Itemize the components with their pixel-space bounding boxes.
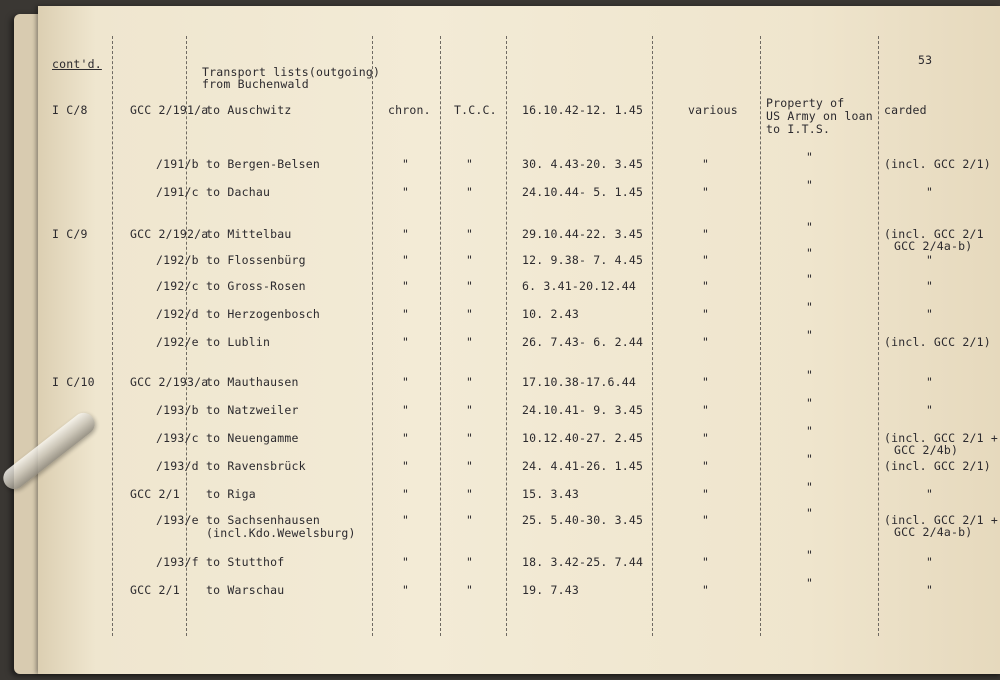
cell-carded: " [926,253,934,267]
cell-dest: to Mittelbau [206,227,292,241]
cell-type: " [402,583,410,597]
cell-tcc: " [466,279,474,293]
cell-dest: to Warschau [206,583,285,597]
cell-various: " [702,335,710,349]
cell-code: /192/c [156,279,199,293]
cell-prop: " [806,452,814,466]
cell-dates: 24. 4.41-26. 1.45 [522,459,644,473]
cell-tcc: " [466,555,474,569]
cell-code: /193/f [156,555,199,569]
cell-dest: to Neuengamme [206,431,299,445]
cell-prop: " [806,272,814,286]
cell-code: /193/e [156,513,199,527]
cell-prop: " [806,220,814,234]
cell-tcc: " [466,583,474,597]
cell-dates: 26. 7.43- 6. 2.44 [522,335,644,349]
cell-tcc: " [466,513,474,527]
cell-prop: " [806,424,814,438]
cell-dates: 24.10.41- 9. 3.45 [522,403,644,417]
cell-carded: (incl. GCC 2/1 [884,227,984,241]
cell-carded: (incl. GCC 2/1 + [884,513,998,527]
cell-dest: to Gross-Rosen [206,279,306,293]
cell-various: " [702,375,710,389]
cell-carded: (incl. GCC 2/1) [884,335,991,349]
cell-various: " [702,185,710,199]
cell-dest: to Flossenbürg [206,253,306,267]
cell-carded: (incl. GCC 2/1 + [884,431,998,445]
cell-tcc: " [466,157,474,171]
cell-prop: " [806,246,814,260]
cell-prop: " [806,300,814,314]
cell-code: /191/b [156,157,199,171]
column-rule [112,36,113,636]
cell-type: " [402,335,410,349]
column-rule [440,36,441,636]
cell-carded: " [926,279,934,293]
title-line-2: from Buchenwald [202,77,309,91]
cell-type: " [402,375,410,389]
cell-dates: 18. 3.42-25. 7.44 [522,555,644,569]
cell-dest: to Natzweiler [206,403,299,417]
cell-carded: carded [884,103,927,117]
column-rule [760,36,761,636]
cell-various: " [702,227,710,241]
cell-carded: " [926,487,934,501]
cell-dates: 30. 4.43-20. 3.45 [522,157,644,171]
cell-dates: 12. 9.38- 7. 4.45 [522,253,644,267]
cell-various: " [702,555,710,569]
cell-group: I C/10 [52,375,95,389]
cell-code: GCC 2/192/a [130,227,209,241]
cell-prop2: US Army on loan [766,109,873,123]
cell-carded: (incl. GCC 2/1) [884,157,991,171]
cell-various: " [702,253,710,267]
cell-various: various [688,103,738,117]
cell-carded: " [926,307,934,321]
cell-prop: " [806,178,814,192]
cell-prop: " [806,396,814,410]
cell-code: GCC 2/191/a [130,103,209,117]
cell-dest: to Ravensbrück [206,459,306,473]
cell-dates: 19. 7.43 [522,583,579,597]
cell-type: " [402,555,410,569]
cell-dest: to Dachau [206,185,271,199]
cell-various: " [702,157,710,171]
cell-code: /192/b [156,253,199,267]
cell-tcc: " [466,487,474,501]
cell-prop: Property of [766,96,845,110]
title-line-1: Transport lists(outgoing) [202,65,381,79]
cell-various: " [702,431,710,445]
cell-dest: to Bergen-Belsen [206,157,320,171]
cell-tcc: T.C.C. [454,103,497,117]
cell-type: " [402,487,410,501]
cell-dates: 15. 3.43 [522,487,579,501]
cell-dates: 10.12.40-27. 2.45 [522,431,644,445]
cell-tcc: " [466,431,474,445]
cell-type: " [402,431,410,445]
cell-prop: " [806,368,814,382]
cell-dates: 29.10.44-22. 3.45 [522,227,644,241]
cell-dates: 10. 2.43 [522,307,579,321]
cell-various: " [702,513,710,527]
cell-dest2: (incl.Kdo.Wewelsburg) [206,526,356,540]
cell-tcc: " [466,403,474,417]
cell-type: " [402,185,410,199]
cell-dest: to Herzogenbosch [206,307,320,321]
cell-dest: to Auschwitz [206,103,292,117]
cell-code: /193/b [156,403,199,417]
cell-prop: " [806,480,814,494]
cell-carded2: GCC 2/4b) [894,443,959,457]
document-page [38,6,1000,674]
cell-carded: " [926,583,934,597]
cell-code: /191/c [156,185,199,199]
cell-dest: to Mauthausen [206,375,299,389]
cell-carded: (incl. GCC 2/1) [884,459,991,473]
cell-tcc: " [466,459,474,473]
cell-various: " [702,583,710,597]
cell-prop: " [806,576,814,590]
cell-type: " [402,157,410,171]
cell-type: " [402,459,410,473]
cell-carded: " [926,403,934,417]
cell-type: " [402,279,410,293]
cell-group: I C/9 [52,227,88,241]
cell-various: " [702,459,710,473]
contd-label: cont'd. [52,57,102,71]
cell-code: /192/e [156,335,199,349]
cell-type: " [402,227,410,241]
column-rule [652,36,653,636]
cell-dates: 16.10.42-12. 1.45 [522,103,644,117]
cell-prop3: to I.T.S. [766,122,831,136]
cell-code: /193/c [156,431,199,445]
cell-dates: 25. 5.40-30. 3.45 [522,513,644,527]
cell-tcc: " [466,375,474,389]
cell-various: " [702,487,710,501]
cell-dest: to Riga [206,487,256,501]
cell-various: " [702,279,710,293]
cell-dates: 6. 3.41-20.12.44 [522,279,636,293]
cell-code: GCC 2/1 [130,487,180,501]
cell-carded: " [926,555,934,569]
cell-tcc: " [466,227,474,241]
cell-dest: to Lublin [206,335,271,349]
cell-prop: " [806,150,814,164]
cell-type: " [402,307,410,321]
cell-group: I C/8 [52,103,88,117]
cell-various: " [702,403,710,417]
cell-tcc: " [466,253,474,267]
cell-type: " [402,253,410,267]
cell-code: /192/d [156,307,199,321]
cell-carded2: GCC 2/4a-b) [894,525,973,539]
cell-prop: " [806,328,814,342]
column-rule [506,36,507,636]
cell-tcc: " [466,335,474,349]
cell-type: " [402,403,410,417]
column-rule [878,36,879,636]
cell-dates: 17.10.38-17.6.44 [522,375,636,389]
cell-prop: " [806,506,814,520]
cell-type: chron. [388,103,431,117]
cell-prop: " [806,548,814,562]
cell-carded2: GCC 2/4a-b) [894,239,973,253]
cell-dest: to Stutthof [206,555,285,569]
page-number: 53 [918,53,933,67]
cell-carded: " [926,375,934,389]
cell-dates: 24.10.44- 5. 1.45 [522,185,644,199]
cell-various: " [702,307,710,321]
cell-tcc: " [466,185,474,199]
cell-tcc: " [466,307,474,321]
cell-type: " [402,513,410,527]
cell-code: GCC 2/193/a [130,375,209,389]
cell-dest: to Sachsenhausen [206,513,320,527]
cell-code: GCC 2/1 [130,583,180,597]
column-rule [372,36,373,636]
cell-carded: " [926,185,934,199]
cell-code: /193/d [156,459,199,473]
